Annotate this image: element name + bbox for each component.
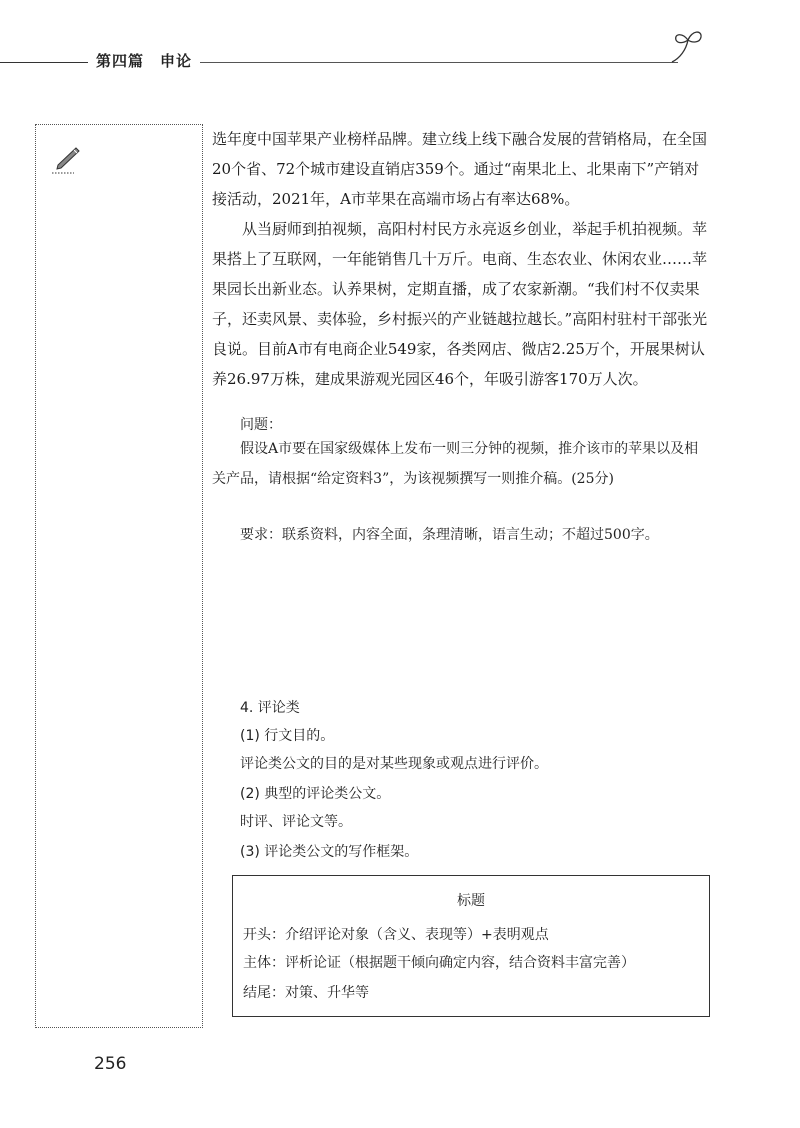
section-line: 评论类公文的目的是对某些现象或观点进行评价。 [240, 756, 548, 772]
framework-line: 开头：介绍评论对象（含义、表现等）+表明观点 [243, 927, 549, 943]
section-line: (1) 行文目的。 [240, 728, 335, 744]
question-label: 问题： [240, 417, 282, 433]
framework-line: 结尾：对策、升华等 [243, 985, 369, 1001]
page-number: 256 [94, 1054, 127, 1074]
question-text: 假设A市要在国家级媒体上发布一则三分钟的视频，推介该市的苹果以及相关产品，请根据“给定资料3”，为该视频撰写一则推介稿。(25分) [212, 441, 699, 487]
body-paragraph: 选年度中国苹果产业榜样品牌。建立线上线下融合发展的营销格局，在全国20个省、72个城市建设直销店359个。通过“南果北上、北果南下”产销对接活动，2021年，A市苹果在高端市场占有率达68%。 [212, 130, 708, 208]
pen-icon [50, 145, 82, 175]
sprout-icon [668, 28, 708, 64]
framework-line: 主体：评析论证（根据题干倾向确定内容，结合资料丰富完善） [243, 955, 635, 971]
body-paragraph: 从当厨师到拍视频，高阳村村民方永亮返乡创业，举起手机拍视频。苹果搭上了互联网，一年能销售几十万斤。电商、生态农业、休闲农业……苹果园长出新业态。认养果树，定期直播，成了农家新潮。“我们村不仅卖果子，还卖风景、卖体验，乡村振兴的产业链越拉越长。”高阳村驻村干部张光良说。目前A市有电商企业549家，各类网店、微店2.25万个，开展果树认养26.97万株，建成果游观光园区46个，年吸引游客170万人次。 [212, 220, 708, 388]
header-title: 第四篇 申论 [96, 52, 193, 70]
framework-box [232, 875, 710, 1017]
section-heading: 4. 评论类 [240, 700, 300, 716]
section-line: 时评、评论文等。 [240, 814, 352, 830]
header-rule-right [200, 62, 678, 63]
section-line: (2) 典型的评论类公文。 [240, 786, 391, 802]
note-margin [35, 124, 203, 1028]
framework-title: 标题 [457, 893, 485, 909]
section-line: (3) 评论类公文的写作框架。 [240, 844, 419, 860]
question-requirement: 要求：联系资料，内容全面，条理清晰，语言生动；不超过500字。 [240, 527, 659, 543]
header-rule-left [0, 62, 88, 63]
